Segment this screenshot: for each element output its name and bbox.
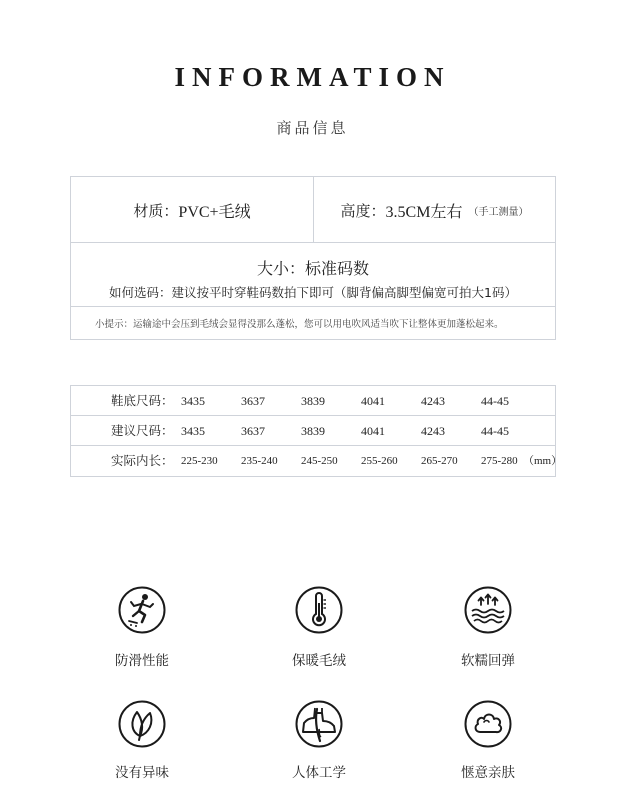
- size-select-tip: 如何选码：建议按平时穿鞋码数拍下即可（脚背偏高脚型偏宽可拍大1码）: [109, 285, 517, 300]
- feature-ergonomic: [259, 699, 379, 781]
- material-cell: [71, 177, 314, 243]
- table-row: [71, 386, 555, 416]
- row-label: 实际内长：: [111, 453, 174, 468]
- table-cell: 255-260: [361, 455, 398, 467]
- feature-soft-rebound: [428, 585, 548, 669]
- ergonomic-icon: [294, 699, 344, 749]
- row-label: 鞋底尺码：: [111, 393, 174, 408]
- product-info-box: [70, 176, 556, 340]
- feature-warm-plush: [259, 585, 379, 669]
- height-value: 3.5CM左右: [385, 203, 463, 221]
- table-cell: 44-45: [481, 394, 509, 408]
- size-table: [70, 385, 563, 477]
- material-label: 材质：: [133, 201, 179, 220]
- feature-label: 惬意亲肤: [461, 765, 515, 781]
- feature-label: 没有异味: [115, 765, 169, 781]
- height-label: 高度：: [340, 201, 386, 220]
- table-cell: 4041: [361, 394, 385, 408]
- feature-label: 保暖毛绒: [292, 653, 346, 669]
- size-label: 大小：: [256, 259, 305, 278]
- feature-no-odor: [82, 699, 202, 781]
- size-value: 标准码数: [305, 259, 370, 278]
- table-cell: 4243: [421, 394, 445, 408]
- table-cell: 235-240: [241, 455, 278, 467]
- table-cell: 3839: [301, 394, 325, 408]
- height-cell: [314, 177, 555, 243]
- table-cell: 3637: [241, 394, 265, 408]
- table-cell: 3435: [181, 394, 205, 408]
- row-label: 建议尺码：: [111, 423, 174, 438]
- info-row-material-height: [71, 177, 555, 243]
- soft-elastic-icon: [463, 585, 513, 635]
- page-subtitle: 商品信息: [276, 119, 349, 137]
- table-cell: 4243: [421, 424, 445, 438]
- feature-anti-slip: [82, 585, 202, 669]
- feature-label: 防滑性能: [115, 653, 169, 669]
- height-note: （手工测量）: [468, 206, 529, 218]
- table-cell: 3435: [181, 424, 205, 438]
- table-cell: 245-250: [301, 455, 338, 467]
- size-line: [71, 256, 555, 279]
- feature-label: 人体工学: [292, 765, 346, 781]
- unit-label: （mm）: [523, 455, 563, 467]
- table-cell: 3637: [241, 424, 265, 438]
- feature-label: 软糯回弹: [461, 653, 515, 669]
- table-row: [71, 446, 563, 476]
- table-cell: 265-270: [421, 455, 458, 467]
- table-cell: 4041: [361, 424, 385, 438]
- material-value: PVC+毛绒: [178, 203, 251, 221]
- table-cell: 3839: [301, 424, 325, 438]
- table-row: [71, 416, 555, 446]
- table-cell: 275-280: [481, 455, 518, 467]
- leaf-icon: [117, 699, 167, 749]
- thermometer-icon: [294, 585, 344, 635]
- feature-skin-friendly: [428, 699, 548, 781]
- page-title: INFORMATION: [174, 62, 451, 92]
- small-tip: 小提示：运输途中会压到毛绒会显得没那么蓬松，您可以用电吹风适当吹下让整体更加蓬松起来。: [95, 319, 504, 330]
- anti-slip-icon: [117, 585, 167, 635]
- cloud-icon: [463, 699, 513, 749]
- info-row-size: [71, 243, 555, 307]
- table-cell: 225-230: [181, 455, 218, 467]
- table-cell: 44-45: [481, 424, 509, 438]
